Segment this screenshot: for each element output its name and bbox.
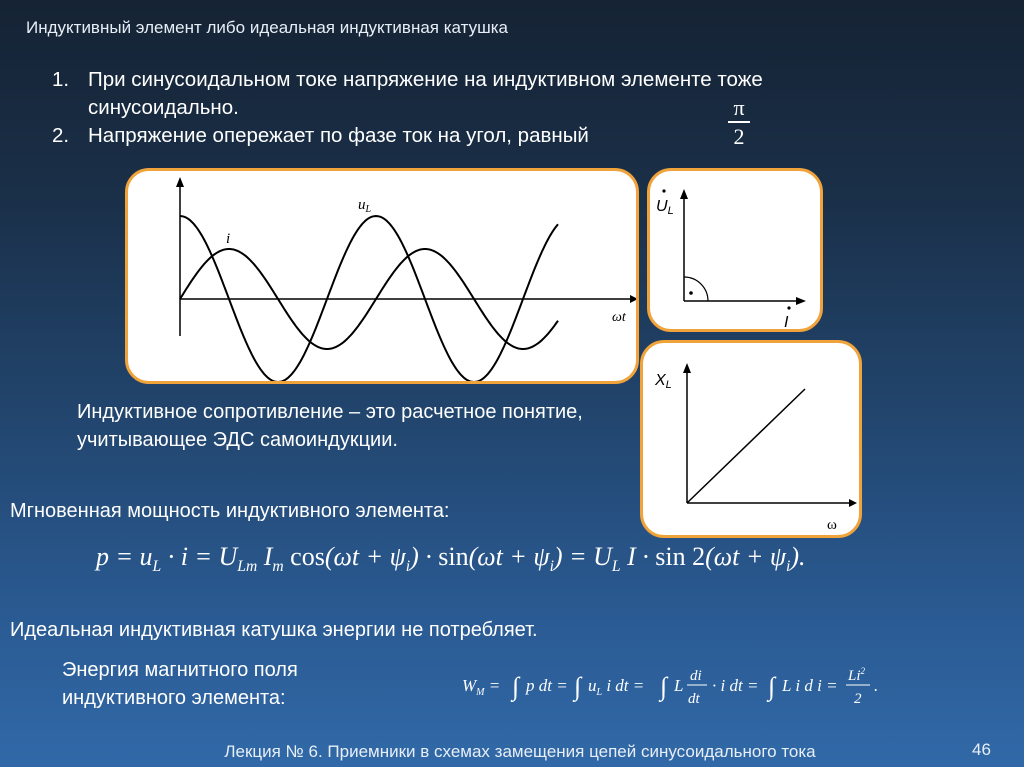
right-angle-dot — [689, 291, 693, 295]
omega-t-axis-arrow — [630, 295, 636, 303]
xl-axis-label: XL — [655, 372, 672, 391]
energy-formula-svg — [462, 658, 902, 714]
pi-over-two-fraction — [728, 96, 750, 149]
inductive-resistance-text: Индуктивное сопротивление – это расчетное понятие, учитывающее ЭДС самоиндукции. — [77, 401, 583, 451]
statement-2-text: Напряжение опережает по фазе ток на угол, равный — [88, 124, 589, 147]
vertical-axis-arrow — [176, 177, 184, 187]
phasor-panel — [647, 168, 823, 332]
instant-power-heading: Мгновенная мощность индуктивного элемента: — [10, 500, 450, 522]
svg-text:di: di — [690, 668, 702, 684]
current-phasor-arrow — [796, 297, 806, 305]
current-phasor-dot — [787, 306, 790, 309]
fraction-bar — [728, 121, 750, 123]
fraction-denominator: 2 — [733, 123, 745, 149]
svg-text:p dt =: p dt = — [526, 676, 568, 695]
svg-text:L i d i =: L i d i = — [782, 676, 838, 695]
omega-axis-arrow — [849, 499, 857, 507]
current-curve-label: i — [226, 231, 231, 247]
statement-2-number: 2. — [52, 124, 70, 147]
svg-text:2: 2 — [854, 691, 862, 707]
svg-text:dt: dt — [688, 691, 700, 707]
fraction-numerator: π — [733, 95, 745, 120]
waveform-svg — [128, 171, 636, 381]
page-number: 46 — [972, 740, 991, 759]
current-phasor-label: I — [784, 314, 789, 329]
reactance-svg — [643, 343, 859, 535]
svg-text:.: . — [874, 676, 879, 695]
svg-text:∫: ∫ — [512, 672, 520, 701]
svg-text:∫: ∫ — [660, 672, 668, 701]
svg-text:WM =: $W_M$ = — [462, 676, 501, 698]
voltage-curve-label: $u_L$ — [358, 197, 372, 215]
instant-power-formula: $p = u_L \cdot i = U_{Lm}$ $I_m$ $\cos(\omega t + \psi_i) \cdot \sin(\omega t + \psi_i) = U_L$ $I \cdot \sin 2(\omega t + \psi_i)$. — [96, 542, 806, 576]
statement-1 — [52, 66, 912, 122]
waveform-panel — [125, 168, 639, 384]
voltage-phasor-arrow — [680, 189, 688, 199]
svg-text:uL i dt =: $u_L$ i dt = — [588, 676, 645, 698]
phasor-svg — [650, 171, 820, 329]
reactance-line — [687, 389, 805, 503]
svg-text:∫: ∫ — [574, 672, 582, 701]
energy-formula — [462, 658, 902, 719]
statement-1-text: При синусоидальном токе напряжение на индуктивном элементе тоже синусоидально. — [88, 68, 763, 119]
svg-text:· i dt =: · i dt = — [712, 676, 759, 695]
voltage-phasor-dot — [662, 189, 665, 192]
footer-lecture-title: Лекция № 6. Приемники в схемах замещения цепей синусоидального тока — [224, 742, 816, 761]
svg-text:L: L — [674, 676, 684, 695]
right-angle-arc — [684, 277, 708, 301]
statement-1-number: 1. — [52, 68, 70, 91]
reactance-panel — [640, 340, 862, 538]
svg-text:∫: ∫ — [768, 672, 776, 701]
omega-t-label: ωt — [612, 310, 626, 325]
xl-axis-arrow — [683, 363, 691, 373]
omega-axis-label: ω — [827, 517, 837, 533]
statement-list — [52, 66, 912, 150]
ideal-coil-text: Идеальная индуктивная катушка энергии не потребляет. — [10, 619, 538, 641]
magnetic-energy-text: Энергия магнитного поля индуктивного элемента: — [62, 659, 298, 709]
svg-text:Li2: Li$^2$ — [848, 666, 866, 684]
statement-2 — [52, 122, 912, 150]
slide-title: Индуктивный элемент либо идеальная индуктивная катушка — [26, 18, 509, 37]
voltage-phasor-label: UL — [656, 198, 674, 217]
